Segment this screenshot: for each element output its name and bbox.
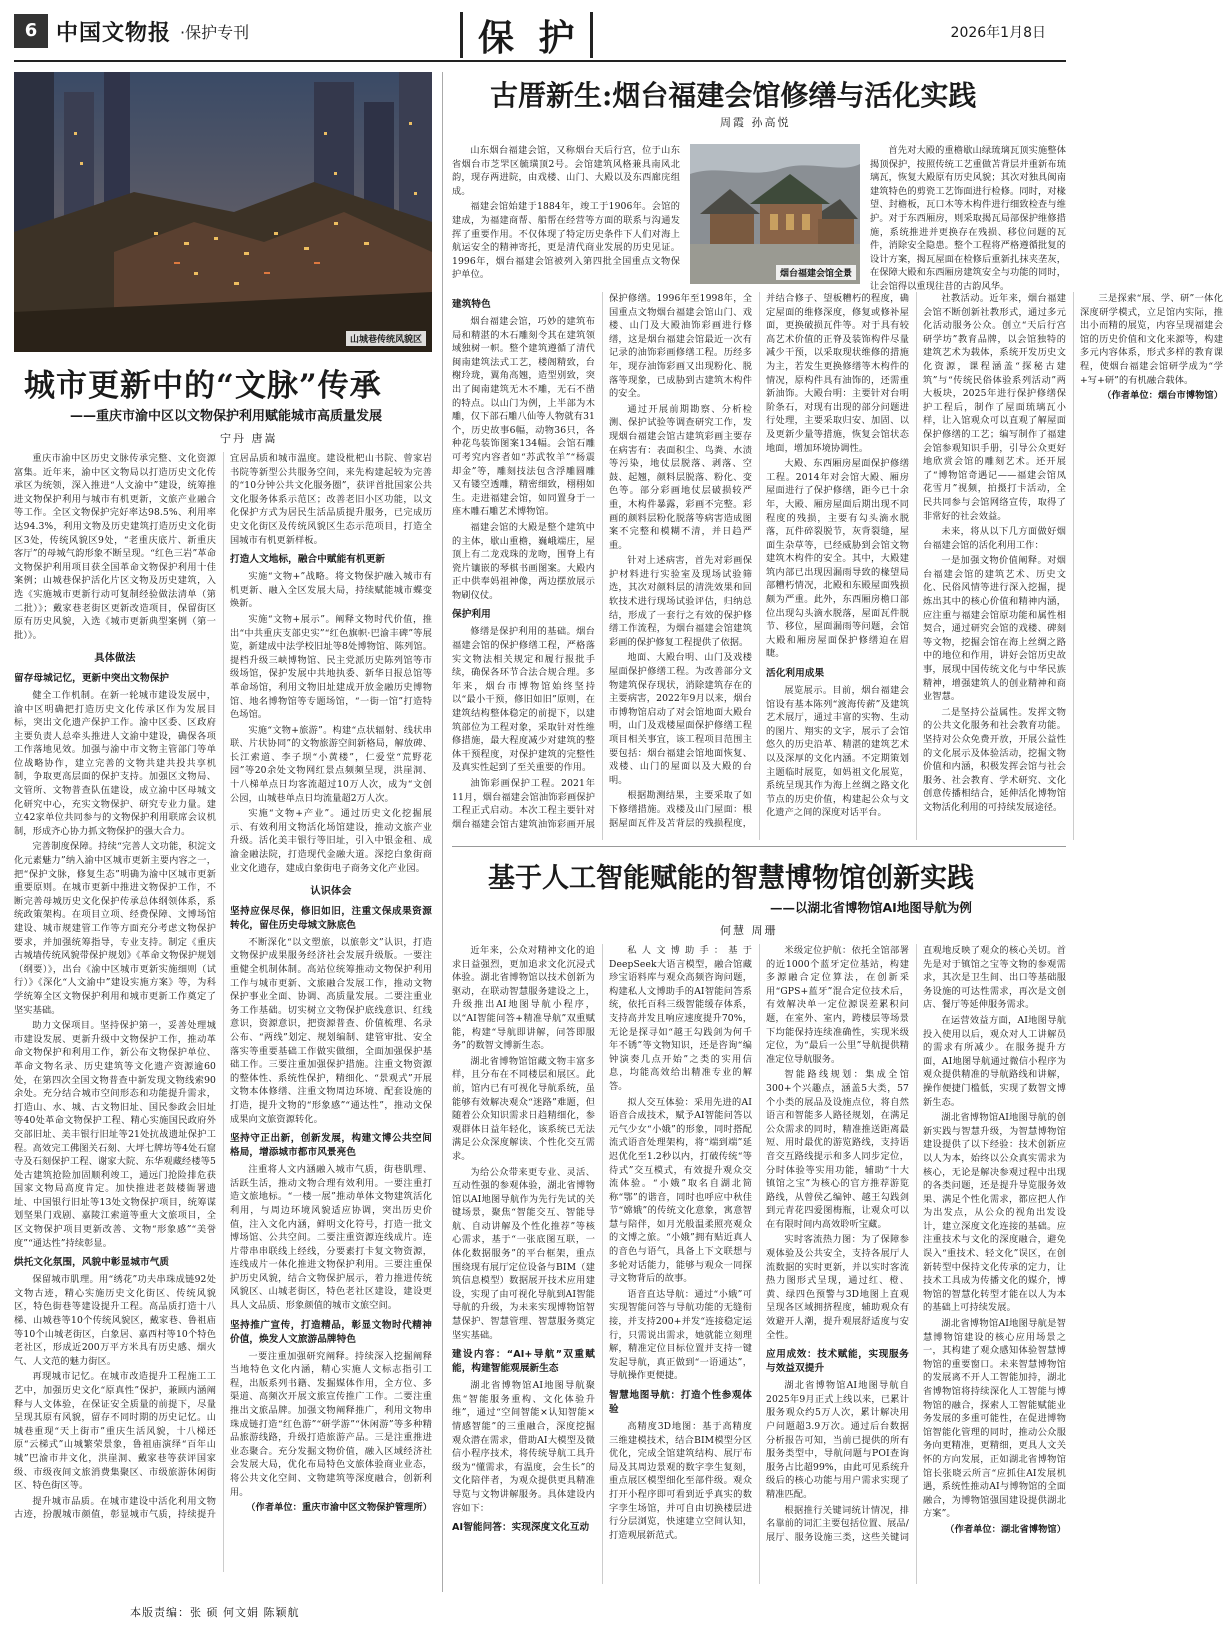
paragraph: 针对上述病害，首先对彩画保护材料进行实验室及现场试验筛选，其次对颜料层的清洗效果和回软技术进行现场试验评估，归纳总结，形成了一套行之有效的保护修缮工作流程，为烟台福建会馆建筑彩画的保护修复工程提供了依据。 (609, 555, 752, 648)
paragraph: 实施“文物+旅游”。构建“点状辐射、线状串联、片状协同”的文物旅游空间新格局，解放碑、长江索道、李子坝“小黄楼”，仁爱堂“荒野花园”等20余处文物网红景点频频呈现，洪崖洞、十八梯单点日均客流超过10万人次，成为“文创公园，山城巷单点日均流量超2万人次。 (230, 724, 432, 804)
special-edition: ·保护专刊 (180, 23, 250, 42)
paragraph: 实时客流热力图：为了保障参观体验及公共安全，支持各展厅人流数据的实时更新，并以实时客流热力图形式呈现，通过红、橙、黄、绿四色预警与3D地图上直观呈现各区域拥挤程度，辅助观众有效避开人潮，提升观展舒适度与安全性。 (766, 1234, 909, 1341)
paragraph: 根据勘测结果，主要采取了如下修缮措施。戏楼及山门屋面：根据屋面瓦件及苫背层的残损程度，并结合修子、望板糟朽的程度，确定屋面的维修深度，修复或修补屋面，更换破损瓦件等。对于具有较高艺术价值的正脊及装饰构件尽量减少干预，以采取现状维修的措施为主，若发生更换修缮等木构件的情况，原构件具有油饰的，还需重新油饰。大殿台明：主要针对台明阶条石，对现有出现的部分问题进行处理，主要采取归安、加固、以及更新少量等措施，恢复会馆状态地面，增加环境协调性。 (609, 293, 909, 829)
paragraph: 近年来，公众对精神文化的追求日益强烈，更加追求文化沉浸式体验。湖北省博物馆以技术创新为驱动，在联动智慧服务建设之上，升级推出AI地图导航小程序，以“AI智能问答+精准导航”双重赋能，构建“导航即讲解，问答即服务”的数智文博新生态。 (452, 945, 595, 1052)
paragraph: 一要注重加强研究阐释。持续深入挖掘阐释当地特色文化内涵，精心实施人文标志指引工程，出版系列书籍、发掘媒体作用，全方位、多渠道、高频次开展文旅宣传推广工作。二要注重推出文旅品牌。加强文物阐释推广，利用文物串珠成链打造“红色游”“研学游”“休闲游”等多种精品旅游线路，升级打造旅游产品。三是注重推进业态聚合。充分发掘文物价值，融入区域经济社会发展大局，优化布局特色文旅体验商业业态，将公共文化空间、文物建筑等深度融合，创新利用。 (230, 1350, 432, 1498)
photo-caption: 烟台福建会馆全景 (776, 265, 856, 280)
article2-authors: 周霞 孙高悦 (720, 116, 791, 129)
paragraph: 地面、大殿台明、山门及戏楼屋面保护修缮工程。为改善部分文物建筑保存现状，消除建筑存在的主要病害，2022年9月以来，烟台市博物馆启动了对会馆地面大殿台明，山门及戏楼屋面保护修缮工程项目相关事宜，该工程项目范围主要包括：烟台福建会馆地面恢复、戏楼、山门的屋面以及大殿的台明。 (609, 652, 752, 786)
article2-title: 古厝新生:烟台福建会馆修缮与活化实践 (490, 79, 977, 112)
paragraph: 为给公众带来更专业、灵活、互动性强的参观体验，湖北省博物馆以AI地图导航作为先行先试的关键场景，聚焦“智能交互、智能导航、自动讲解及个性化推荐”等核心需求，基于“一张底图互联，一体化数据服务”的平台框架，重点围绕现有展厅定位设备与BIM（建筑信息模型）数据展开技术应用建设，实现了由可视化导航到AI智能导航的升级，为未来实现博物馆智慧保护、智慧管理、智慧服务奠定坚实基础。 (452, 1166, 595, 1341)
paragraph: 福建会馆的大殿是整个建筑中的主体，歇山重檐，巍峨端庄，屋顶上有二龙戏珠的龙吻，围脊上有瓷片镶嵌的琴棋书画图案。大殿内正中供奉妈祖神像，两边摆放展示物刷仪仗。 (452, 521, 595, 601)
paragraph: 不断深化“以文塑旅，以旅彰文”认识，打造文物保护成果服务经济社会发展升级版。一要注重健全机制体制。高站位统筹推动文物保护利用工作与城市更新、文旅融合发展工作，推动文物保护事业全面、协调、高质量发展。二要注重业务工作基础。切实树立文物保护底线意识、红线意识，资源意识，把资源普查、价值梳理、名录公布、“两线”划定、规划编制、建管审批、安全落实等重要基础工作做实做细，全面加强保护基础工作。三要注重加强保护措施。注重文物资源的整体性、系统性保护，精细化、“景观式”开展文物本体修缮、注重文物周边环境、配套设施的打造，提升文物的“形象感”“通达性”，推动文保成果向文旅资源转化。 (230, 936, 432, 1125)
paragraph: 首先对大殿的重檐歇山绿琉璃瓦顶实施整体揭顶保护，按照传统工艺重做苫背层并重新布琉璃瓦，恢复大殿原有历史风貌；其次对独具闽南建筑特色的剪瓷工艺饰面进行检修。同时，对椽望、封檐板，瓦口木等木构件进行细致检查与维护。对于东西厢房，则采取揭瓦局部保护维修措施，系统推进并更换存在残损、移位问题的瓦件，消除安全隐患。整个工程将严格遵循批复的设计方案，揭瓦屋面在检修后重新扎抹夹垄灰，在保障大殿和东西厢房建筑安全与功能的同时，让会馆得以重现往昔的古韵风华。 (870, 145, 1066, 292)
subheading: 坚持应保尽保，修旧如旧，注重文保成果资源转化，留住历史母城文脉底色 (230, 905, 432, 931)
section-heading: 保护利用 (452, 609, 491, 621)
page-number-box: 6 (14, 14, 48, 48)
section-heading: 建筑特色 (452, 299, 491, 310)
paragraph: 福建会馆始建于1884年，竣工于1906年。会馆的建成，为福建商帮、船帮在经营等方面的联系与沟通发挥了重要作用。不仅体现了特定历史条件下人们对海上航运安全的精神寄托，更是清代商业发展的历史见证。1996年，烟台福建会馆被列入第四批全国重点文物保护单位。 (452, 201, 680, 281)
paragraph: 未来，将从以下几方面做好烟台福建会馆的活化利用工作： (923, 526, 1066, 551)
paragraph: 湖北省博物馆AI地图导航聚焦“智能服务重构、文化体验升维”，通过“空间智能×认知智能×情感智能”的三重融合，深度挖掘观众潜在需求，借助AI大模型及微信小程序技术，将传统导航工具升级为“懂需求，有温度，会生长”的文化陪伴者，为观众提供更具精准导览与文物讲解服务。具体建设内容如下： (452, 1380, 595, 1514)
subheading: 烘托文化氛围，风貌中彰显城市气质 (14, 1257, 170, 1269)
paragraph: 实施“文物+产业”。通过历史文化挖掘展示、有效利用文物活化场馆建设，推动文旅产业升级。活化美丰银行等旧址，引入中银金租、成渝金融法院，打造现代金融大道。深挖白象街商业文化遗存，建成白象街电子商务文化产业园。 (230, 808, 432, 874)
article3-byline: （作者单位：湖北省博物馆） (945, 1523, 1066, 1535)
paragraph: 二是坚持公益属性。发挥文物的公共文化服务和社会教育功能。坚持对公众免费开放，开展公益性的文化展示及体验活动，挖掘文物价值和内涵，积极发挥会馆与社会服务、社会教育、学术研究、文化创意传播相结合，延伸活化博物馆文物活化利用的可持续发展途径。 (923, 706, 1066, 813)
paragraph: 三是探索“展、学、研”一体化深度研学模式，立足馆内实际，推出小而精的展览，内容呈现福建会馆的历史价值和文化来源等，构建多元内容体系，形式多样的教育课程，使烟台福建会馆研学成为“学+写+研”的有机融合载体。 (1080, 293, 1223, 386)
paragraph: 再现城市记忆。在城市改造提升工程施工工艺中，加强历史文化“原真性”保护，兼顾内涵阐释与人文体验，在保证安全质量的前提下，尽量呈现其原有风貌，留存不同时期的历史记忆。山城巷重现“天上街市”重庆生活风貌，十八梯还原“云梯式”山城繁荣景象，鲁祖庙演绎“百年山城”巴渝市井文化，洪崖洞、戴家巷等获评国家级、市级夜间文旅消费集聚区、市级旅游休闲街区、特色街区等。 (14, 1371, 216, 1492)
paragraph: 助力文保项目。坚持保护第一，妥善处理城市建设发展、更新升级中文物保护工作，推动革命文物保护和利用工作，新公布文物保护单位、革命文物名录、历史建筑等文化遗产资源逾60处，在第四次全国文物普查中新发现文物线索90余处。充分结合城市空间形态和功能提升需求，打造山、水、城、古文物旧址、国民参政会旧址等40处革命文物保护工程、精心实施国民政府外交部旧址、美丰银行旧址等21处抗战遗址保护工程。高效完工佛图关石刻、大坪七牌坊等4处石窟寺及石刻保护工程、谢家大院、东华观藏经楼等5处古建筑抢险加固顺利竣工，通远门抢险排危获国家文物局高度肯定。加快推进老鼓楼衙署遗址、中国银行旧址等13处文物保护项目，统筹谋划坚果门戏剧、嘉陵江索道等重大文旅项目，全区文物保护项目更新改善、文物“形象感”“美誉度”“通达性”持续彰显。 (14, 1020, 216, 1249)
article3-subtitle: ——以湖北省博物馆AI地图导航为例 (770, 900, 972, 915)
paragraph: 社教活动。近年来，烟台福建会馆不断创新社教形式，通过多元化活动服务公众。创立“天后行宫研学坊”教育品牌，以会馆独特的建筑艺术为载体，系统开发历史文化资源，课程涵盖“探秘古建筑”与“传统民俗体验系列活动”两大板块，2025年进行保护修缮保护工程后，制作了屋面琉璃瓦小样，让入馆观众可以直观了解屋面保护修缮的工艺；编写制作了福建会馆参观知识手册，引导公众更好地欣赏会馆的雕刻艺术。还开展了“博物馆奇遇记——福建会馆凤花雪月”视频，拍摄打卡活动，全民共同参与会馆网络宣传，取得了非常好的社会效益。 (923, 293, 1066, 522)
paragraph: 重庆市渝中区历史文脉传承完整、文化资源富集。近年来，渝中区文物局以打造历史文化传承区为统领，深入推进“人文渝中”建设，统筹推进文物保护利用与城市有机更新，文旅产业融合等工作。全区文物保护完好率达98.5%、利用率达94.3%，利用文物及历史建筑打造历史文化街区3处，传统风貌区9处，“老重庆底片、新重庆客厅”的母城气韵形象不断呈现。“红色三岩”革命文物保护利用项目获全国革命文物保护利用十佳案例；山城巷保护活化片区文物及历史建筑，入选《实施城市更新行动可复制经验做法清单（第二批）》；戴家巷老街区更新改造项目，保留街区原有历史风貌，入选《城市更新典型案例（第一批）》。 (14, 453, 216, 641)
paragraph: 在运营效益方面，AI地图导航投入使用以后，观众对人工讲解员的需求有所减少。在服务提升方面，AI地图导航通过微信小程序为观众提供精准的导航路线和讲解，操作便捷门槛低，实现了数智文博新生态。 (923, 1014, 1066, 1108)
article1-body (14, 452, 432, 1572)
subheading: AI智能问答：实现深度文化互动 (452, 1522, 590, 1534)
paragraph: 实施“文物+展示”。阐释文物时代价值，推出“中共重庆支部史实”“红色旗帜·巴渝丰碑”等展览，新建成中法学校旧址等8处博物馆、陈列馆。提档升级三峡博物馆、民主党派历史陈列馆等市级场馆，保护发展中共地执委、新华日报总馆等革命场馆，利用文物旧址建成开放金融历史博物馆、地名博物馆等专题场馆，“一街一馆”打造特色场馆。 (230, 613, 432, 721)
subheading: 坚持守正出新，创新发展，构建文博公共空间格局，增添城市都市风景亮色 (230, 1133, 432, 1159)
paragraph: 根据推行关键词统计情况，排名靠前的词汇主要包括位置、展品/展厅、服务设施三类，这些关键词直观地反映了观众的核心关切。首先是对于镇馆之宝等文物的参观需求，其次是卫生间、出口等基础服务设施的可达性需求，再次是文创店、餐厅等延伸服务需求。 (766, 945, 1066, 1543)
paragraph: 湖北省博物馆AI地图导航的创新实践与智慧升级，为智慧博物馆建设提供了以下经验：技术创新应以人为本，始终以公众真实需求为核心，无论是解决参观过程中出现的各类问题，还是提升导览服务效果、满足个性化需求，都应把人作为出发点，从公众的视角出发设计，建立深度文化连接的基础。应注重技术与文化的深度融合，避免误入“重技术、轻文化”误区，在创新转型中保持文化传承的定力，让技术工具成为传播文化的媒介，博物馆的智慧化转型才能在以人为本的基础上可持续发展。 (923, 1112, 1066, 1314)
paragraph: 展览展示。目前，烟台福建会馆设有基本陈列“渡海传薪”及建筑艺术展厅，通过丰富的实物、生动的图片、翔实的文字，展示了会馆悠久的历史沿革、精湛的建筑艺术以及深厚的文化内涵。不定期策划主题临时展览，如妈祖文化展览，系统呈现其作为海上丝绸之路文化节点的历史价值，构建起公众与文化遗产之间的深度对话平台。 (766, 685, 909, 819)
article2-intro (452, 144, 680, 284)
section-heading: 活化利用成果 (766, 668, 825, 680)
article1-byline: （作者单位：重庆市渝中区文物保护管理所） (246, 1502, 432, 1514)
paragraph: 修缮是保护利用的基础。烟台福建会馆的保护修缮工程，严格落实文物法相关规定和履行报批手续，确保各环节合法合规合理。多年来，烟台市博物馆始终坚持以“最小干预，修旧如旧”原则，在建筑结构整体稳定的前提下，以建筑部位为工程对象，采取针对性维修措施，最大程度减少对建筑的整体干预程度，对保护建筑的完整性及真实性起到了至关重要的作用。 (452, 626, 595, 774)
article2-right-top (870, 144, 1066, 292)
photo-caption: 山城巷传统风貌区 (346, 331, 426, 346)
fujian-hall-photo (690, 144, 860, 284)
article3-title: 基于人工智能赋能的智慧博物馆创新实践 (488, 863, 974, 894)
subheading: 建设内容：“AI+导航”双重赋能，构建智能观展新生态 (452, 1349, 595, 1375)
paragraph: 拟人交互体验：采用先进的AI语音合成技术，赋予AI智能问答以元气少女“小娥”的形象，同时搭配流式语音处理架构，将“端到端”延迟优化至1.2秒以内，打破传统“等待式”交互模式，有效提升观众交流体验。“小娥”取名自湖北简称“鄂”的谐音，同时也呼应中秋佳节“嫦娥”的传统文化意象，寓意智慧与陪伴，如月光般温柔照亮观众的文博之旅。“小娥”拥有贴近真人的音色与语气，具备上下文联想与多轮对话能力，能够与观众一同探寻文物背后的故事。 (609, 1096, 752, 1285)
section-heading: 具体做法 (94, 653, 136, 665)
paragraph: 完善制度保障。持续“完善人文功能，积淀文化元素魅力”纳入渝中区城市更新主要内容之一，把“保护文脉，修复生态”明确为渝中区城市更新重要原则。在城市更新中推进文物保护工作，不断完善母城历史文化保护传承总体纲领体系，系统政策架构。在项目立项、经费保障、文博场馆建设、城市规建管工作等方面充分考虑文物保护要求，并加强统筹指导，专业支持。制定《重庆古城墙传统风貌带保护规划》《革命文物保护规划（纲要）》，出台《渝中区城市更新实施细则（试行）》《深化“人文渝中”建设实施方案》等，为科学统筹全区文物保护利用和城市更新工作奠定了坚实基础。 (14, 841, 216, 1016)
paragraph: 湖北省博物馆馆藏文物丰富多样，且分布在不同楼层和展区。此前，馆内已有可视化导航系统，虽能够有效解决观众“迷路”难题，但随着公众知识需求日趋精细化，参观群体日益年轻化，该系统已无法满足公众深度解读、个性化交互需求。 (452, 1055, 595, 1162)
paragraph: 油饰彩画保护工程。2021年11月，烟台福建会馆油饰彩画保护工程正式启动。本次工程主要针对烟台福建会馆古建筑油饰彩画开展保护修缮。1996年至1998年，全国重点文物烟台福建会馆山门、戏楼、山门及大殿油饰彩画进行修缮，这是烟台福建会馆最近一次有记录的油饰彩画修缮工程。历经多年，现存油饰彩画又出现粉化、脱落等现象，已成胁到古建筑木构件的安全。 (452, 293, 752, 830)
paragraph: 实施“文物+”战略。将文物保护融入城市有机更新、融入全区发展大局，持续赋能城市蝶变焕新。 (230, 571, 432, 610)
paragraph: 语音直达导航：通过“小娥”可实现智能问答与导航功能的无缝衔接，并支持200+并发“连接稳定运行，只需说出需求，她就能立刻理解，精准定位目标位置并支持一键发起导航，真正做到“一语通达”，导航操作更便捷。 (609, 1288, 752, 1382)
paragraph: 大殿、东西厢房屋面保护修缮工程。2014年对会馆大殿、厢房屋面进行了保护修缮，距今已十余年，大殿、厢房屋面后期出现不同程度的残损，主要有勾头滴水脱落，瓦件碎裂脱节，灰背裂缝，屋面生杂草等，已经威胁到会馆文物建筑木构件的安全。其中，大殿建筑内部已出现因漏雨导致的椽望局部糟朽情况，北殿和东殿屋面残损颇为严重。此外，东西厢房檐口部位出现勾头滴水脱落，屋面瓦件脱节、移位，屋面漏雨等问题，会馆大殿和厢房屋面保护修缮迫在眉睫。 (766, 458, 909, 660)
article3-authors: 何慧 周珊 (720, 924, 778, 937)
paragraph: 湖北省博物馆AI地图导航是智慧博物馆建设的核心应用场景之一，其构建了观众感知体验智慧博物馆的重要窗口。未来智慧博物馆的发展离不开人工智能加持，湖北省博物馆将持续深化人工智能与博物馆的融合，探索人工智能赋能业务发展的多重可能性，在促进博物馆智能化管理的同时，推动公众服务向更精准，更精细，更具人文关怀的方向发展，正如湖北省博物馆馆长张晓云所言“应抓住AI发展机遇，系统性推动AI与博物馆的全面融合，为博物馆强国建设提供湖北方案”。 (923, 1318, 1066, 1520)
article2-body (452, 292, 1223, 840)
paragraph: 私人文博助手：基于DeepSeek大语言模型，融合馆藏珍宝语料库与观众高频咨询问题，构建私人文博助手的AI智能问答系统，依托百科三级智能缓存体系，支持高并发且响应速度提升70%，无论是探寻如“越王勾践剑为何千年不锈”等文物知识，还是咨询“编钟演奏几点开始”之类的实用信息，均能高效给出精准专业的解答。 (609, 945, 752, 1092)
subheading: 智慧地图导航：打造个性参观体验 (609, 1390, 752, 1415)
paragraph: 健全工作机制。在新一轮城市建设发展中，渝中区明确把打造历史文化传承区作为发展目标，突出文化遗产保护工作。渝中区委、区政府主要负责人总牵头推进人文渝中建设，确保各项工作落地见效。加强与渝中市文物主管部门等单位战略协作，建立完善的文物共建共投共享机制，争取更高层面的保护支持。加强区文物局、文管所、文物普查队伍建设，成立渝中区母城文化研究中心，充实文物保护、研究专业力量。建立42家单位共同参与的文物保护利用联席会议机制，形成齐心协力抓文物保护的强大合力。 (14, 689, 216, 837)
article1-title: 城市更新中的“文脉”传承 (24, 368, 382, 404)
article1-subtitle: ——重庆市渝中区以文物保护利用赋能城市高质量发展 (70, 409, 383, 424)
paragraph: 提升城市品质。在城市建设中活化利用文物古迹，扮靓城市颜值，彰显城市气质，持续提升宜居品质和城市温度。建设枇杷山书院、曾家岩书院等新型公共服务空间，来先构建起较为完善的“10分钟公共文化服务圈”，获评首批国家公共文化服务体系示范区；改善老旧小区功能，以文化保护方式为居民生活品质提升服务，已完成历史文化街区及传统风貌区生态示范项目，打造全国城市有机更新样板。 (14, 453, 432, 1521)
paragraph: 通过开展前期勘察、分析检测、保护试验等调查研究工作，发现烟台福建会馆古建筑彩画主要存在病害有：表面积尘、鸟粪、水渍等污染，地仗层脱落、剥落、空鼓、起翘，颜料层脱落、粉化、变色等。部分彩画地仗层破损较严重，木构件暴露，彩画不完整。彩画的颜料层粉化脱落等病害造成图案不完整和模糊不清，并日趋严重。 (609, 403, 752, 551)
paragraph: 智能路线规划：集成全馆300+个兴趣点，涵盖5大类，57个小类的展品及设施点位，将自然语言和智能多人路径规划，在满足公众需求的同时，精准推送距离最短、用时最优的游览路线，支持语音交互路线提示和多人同步定位，分时体验等实用功能，辅助“十大镇馆之宝”为核心的官方推荐游览路线，从曾侯乙编钟、越王勾践剑到元青花四爱图梅瓶，让观众可以在有限时间内高效聆听宝藏。 (766, 1069, 909, 1230)
footer-editors: 本版责编：张 硕 何文娟 陈颖航 (130, 1606, 300, 1619)
issue-date: 2026年1月8日 (950, 25, 1046, 41)
section-heading: 认识体会 (310, 886, 352, 898)
paragraph: 高精度3D地图：基于高精度三维建模技术，结合BIM模型分区优化，完成全馆建筑结构、展厅布局及其周边景观的数字孪生复刻，重点展区模型细化至部件级。观众打开小程序即可看到近乎真实的数字孪生场馆，并可自由切换楼层进行分层浏览，快速建立空间认知，打造观展新范式。 (609, 1421, 752, 1541)
article2-byline: （作者单位：烟台市博物馆） (1102, 390, 1223, 402)
article1-authors: 宁丹 唐嵩 (220, 432, 278, 445)
paper-name: 中国文物报 (56, 20, 172, 46)
paragraph: 一是加强文物价值阐释。对烟台福建会馆的建筑艺术、历史文化、民俗风情等进行深入挖掘，提炼出其中的核心价值和精神内涵，应注重与福建会馆原功能和属性相契合，通过研究会馆的戏楼、碑刻等文物，挖掘会馆在海上丝绸之路中的地位和作用，讲好会馆历史故事，展现中国传统文化与中华民族精神，增强建筑人的创业精神和商业智慧。 (923, 555, 1066, 703)
paragraph: 保留城市肌理。用“绣花”功夫串珠成链92处文物古迹，精心实施历史文化街区、传统风貌区，特色街巷等建设提升工程。高品质打造十八梯、山城巷等10个传统风貌区，戴家巷、鲁祖庙等10个山城老街区，白象居、嘉西村等10个特色老社区，形成近200万平方米具有历史感、烟火气、人文范的魅力街区。 (14, 1274, 216, 1367)
paragraph: 山东烟台福建会馆，又称烟台天后行宫，位于山东省烟台市芝罘区毓璜顶2号。会馆建筑风格兼具南风北韵，现存两进院，由戏楼、山门、大殿以及东西廊庑组成。 (452, 145, 680, 197)
paragraph: 烟台福建会馆，巧妙的建筑布局和精湛的木石雕刻令其在建筑领域独树一帜。整个建筑遵循了清代闽南建筑法式工艺，楼阁精致，台榭玲珑，翼角高翘，造型别致，突出了闽南建筑无木不雕，无石不凿的特点。以山门为例，上半部为木雕，仅下部石雕八仙等人物就有31个，历史故事6幅，动物36只，各种花鸟装饰图案134幅。会馆石雕可考究内容者如“苏武牧羊”“杨震却金”等，雕刻技法包含浮雕圆雕又有镂空透雕，精密细致，栩栩如生。走进福建会馆，如同置身于一座木雕石雕艺术博物馆。 (452, 316, 595, 518)
subheading: 应用成效：技术赋能，实现服务与效益双提升 (766, 1349, 909, 1375)
chongqing-photo (14, 72, 432, 352)
paragraph: 湖北省博物馆AI地图导航自2025年9月正式上线以来，已累计服务观众约5万人次，累计解决用户问题超3.9万次。通过后台数据分析报告可知，当前已提供的所有服务类型中，导航问题与POI查询服务占比超99%，由此可见系统升级后的核心功能与用户需求实现了精准匹配。 (766, 1380, 909, 1500)
subheading: 坚持推广宣传，打造精品，彰显文物时代精神价值，焕发人文旅游品牌特色 (230, 1319, 432, 1345)
subheading: 留存母城记忆，更新中突出文物保护 (14, 672, 170, 684)
paragraph: 米级定位护航：依托全馆部署的近1000个蓝牙定位基站，构建多源融合定位算法，在创新采用“GPS+蓝牙”混合定位技术后，有效解决单一定位源误差累积问题，在室外、室内，跨楼层等场景下均能保持连续准确性，实现米级定位，为“最后一公里”导航提供精准定位导航服务。 (766, 945, 909, 1065)
article3-body (452, 944, 1066, 1584)
section-title: 保 护 (478, 18, 581, 59)
paragraph: 注重将人文内涵融入城市气质，街巷肌理、活跃生活，推动文物合理有效利用。一要注重打造文旅地标。“一楼一展”推动单体文物建筑活化利用，与周边环境风貌适应协调，突出历史价值，注入文化内涵，鲜明文化符号，打造一批文博场馆、公共空间。二要注重资源连线成片。连片带串串联线上经线，分要素打卡复文物资源，连线成片一体化推进文物保护利用。三要注重保护历史风貌，结合文物保护展示，着力推进传统风貌区、山城老街区，特色老社区建设，建设更具人文品质、形象颜值的城市文旅空间。 (230, 1164, 432, 1312)
subheading: 打造人文地标，融合中赋能有机更新 (230, 554, 386, 566)
